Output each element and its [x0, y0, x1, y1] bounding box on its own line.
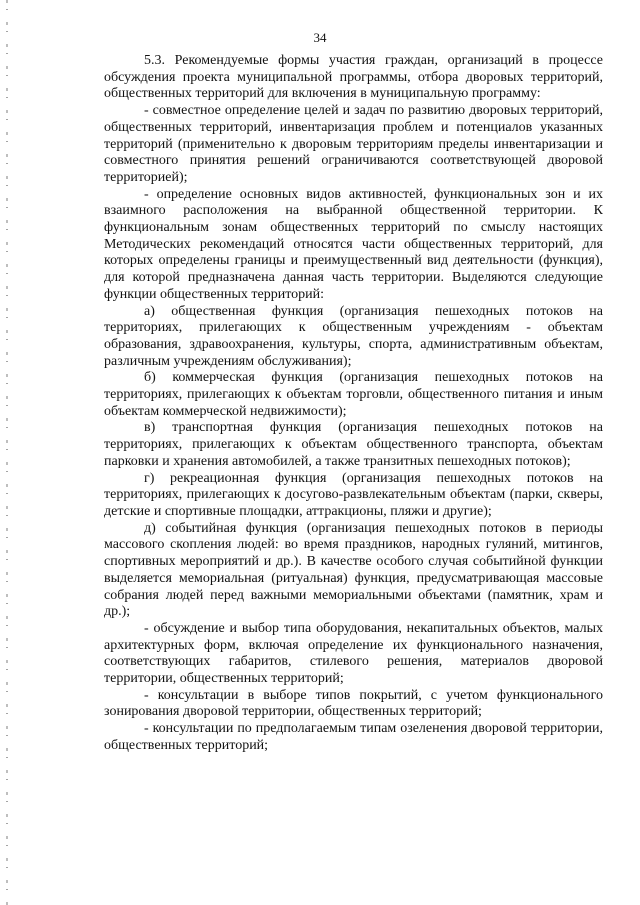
paragraph-transport-function: в) транспортная функция (организация пешеходных потоков на территориях, прилегающих к объектам общественного транспорта, объектам парковки и хранения автомобилей, а также транзитных пешеходных потоков); [104, 420, 603, 469]
paragraph-goals: - совместное определение целей и задач по развитию дворовых территорий, общественных территорий, инвентаризация проблем и потенциалов указанных территорий (применительно к дворовым территориям пределы инвентаризации и совместного принятия решений ограничиваются соответствующей дворовой территорией); [104, 103, 603, 185]
paragraph-public-function: а) общественная функция (организация пешеходных потоков на территориях, прилегающих к общественным учреждениям - объектам образования, здравоохранения, культуры, спорта, административным объектам, различным учреждениям обслуживания); [104, 303, 603, 369]
paragraph-recreation-function: г) рекреационная функция (организация пешеходных потоков на территориях, прилегающих к досугово-развлекательным объектам (парки, скверы, детские и спортивные площадки, аттракционы, пляжи и другие); [104, 470, 603, 519]
page-number: 34 [313, 30, 327, 45]
paragraph-event-function: д) событийная функция (организация пешеходных потоков в периоды массового скопления людей: во время праздников, народных гуляний, митингов, спортивных мероприятий и др.). В качестве особого случая событийной функции выделяется мемориальная (ритуальная) функция, предусматривающая массовые собрания людей перед важными мемориальными объектами (памятник, храм и др.); [104, 520, 603, 620]
paragraph-5-3-intro: 5.3. Рекомендуемые формы участия граждан, организаций в процессе обсуждения проекта муниципальной программы, отбора дворовых территорий, общественных территорий для включения в муниципальную программу: [104, 53, 603, 102]
paragraph-equipment: - обсуждение и выбор типа оборудования, некапитальных объектов, малых архитектурных форм, включая определение их функционального назначения, соответствующих габаритов, стилевого решения, материалов дворовой территории, общественных территорий; [104, 620, 603, 687]
scan-binding-edge [6, 0, 8, 905]
document-body [104, 53, 603, 755]
paragraph-coverings: - консультации в выборе типов покрытий, с учетом функционального зонирования дворовой территории, общественных территорий; [104, 687, 603, 720]
paragraph-activities: - определение основных видов активностей, функциональных зон и их взаимного расположения на выбранной общественной территории. К функциональным зонам общественных территорий по смыслу настоящих Методических рекомендаций относятся части общественных территорий, для которых определены границы и преимущественный вид деятельности (функция), для которой предназначена данная часть территории. Выделяются следующие функции общественных территорий: [104, 186, 603, 302]
paragraph-greening: - консультации по предполагаемым типам озеленения дворовой территории, общественных территорий; [104, 721, 603, 753]
paragraph-commercial-function: б) коммерческая функция (организация пешеходных потоков на территориях, прилегающих к объектам торговли, общественного питания и иным объектам коммерческой недвижимости); [104, 370, 603, 419]
